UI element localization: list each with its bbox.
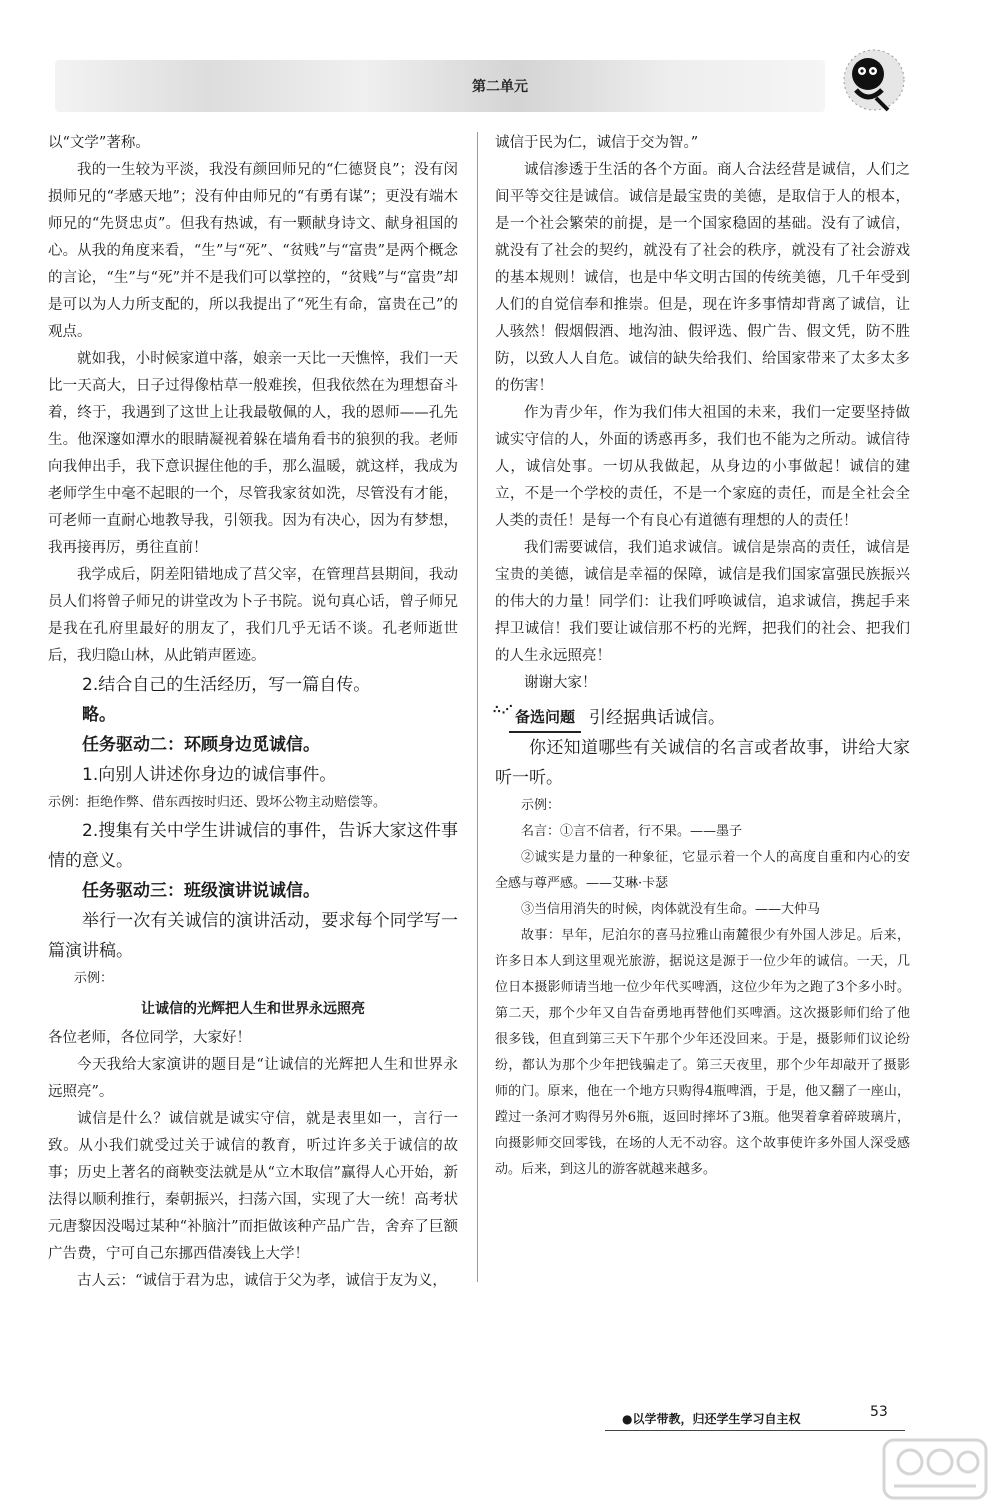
footer-rule [605, 1430, 905, 1431]
speech-paragraph: 今天我给大家演讲的题目是“让诚信的光辉把人生和世界永远照亮”。 [48, 1057, 458, 1100]
dots-decoration-icon: ∴⋰ [493, 702, 514, 716]
paragraph: 我的一生较为平淡，我没有颜回师兄的“仁德贤良”；没有闵损师兄的“孝感天地”；没有仲由师兄的“有勇有谋”；更没有端木师兄的“先贤忠贞”。但我有热诚，有一颗献身诗文、献身祖国的心。从我的角度来看，“生”与“死”、“贫贱”与“富贵”是两个概念的言论，“生”与“死”并不是我们可以掌控的，“贫贱”与“富贵”却是可以为人力所支配的，所以我提出了“死生有命，富贵在己”的观点。 [48, 162, 458, 340]
speech-paragraph: 诚信渗透于生活的各个方面。商人合法经营是诚信，人们之间平等交往是诚信。诚信是最宝贵的美德，是取信于人的根本，是一个社会繁荣的前提，是一个国家稳固的基础。没有了诚信，就没有了社会的契约，就没有了社会的秩序，就没有了社会游戏的基本规则！诚信，也是中华文明古国的传统美德，几千年受到人们的自觉信奉和推崇。但是，现在许多事情却背离了诚信，让人骇然！假烟假酒、地沟油、假评选、假广告、假文凭，防不胜防，以致人人自危。诚信的缺失给我们、给国家带来了太多太多的伤害！ [495, 162, 910, 394]
footer-slogan: ●以学带教，归还学生学习自主权 [622, 1412, 801, 1426]
task-description: 举行一次有关诚信的演讲活动，要求每个同学写一篇演讲稿。 [48, 911, 458, 961]
speech-greeting: 各位老师，各位同学，大家好！ [48, 1030, 251, 1046]
answer: 示例：拒绝作弊、借东西按时归还、毁坏公物主动赔偿等。 [48, 795, 387, 810]
speech-title: 让诚信的光辉把人生和世界永远照亮 [141, 1001, 365, 1017]
story: 故事：早年，尼泊尔的喜马拉雅山南麓很少有外国人涉足。后来，许多日本人到这里观光旅游，据说这是源于一位少年的诚信。一天，几位日本摄影师请当地一位少年代买啤酒，这位少年为之跑了3个多小时。第二天，那个少年又自告奋勇地再替他们买啤酒。这次摄影师们给了他很多钱，但直到第三天下午那个少年还没回来。于是，摄影师们议论纷纷，都认为那个少年把钱骗走了。第三天夜里，那个少年却敲开了摄影师的门。原来，他在一个地方只购得4瓶啤酒，于是，他又翻了一座山，蹚过一条河才购得另外6瓶，返回时摔坏了3瓶。他哭着拿着碎玻璃片，向摄影师交回零钱，在场的人无不动容。这个故事使许多外国人深受感动。后来，到这儿的游客就越来越多。 [495, 928, 910, 1177]
watermark-logo-icon [880, 1436, 990, 1502]
question: 你还知道哪些有关诚信的名言或者故事，讲给大家听一听。 [495, 738, 910, 788]
unit-title: 第二单元 [472, 79, 528, 95]
left-column [48, 130, 458, 1295]
optional-question-badge [493, 702, 581, 733]
right-column [495, 130, 910, 1183]
speech-closing: 谢谢大家！ [524, 675, 597, 691]
optional-question-title: 引经据典话诚信。 [589, 708, 726, 728]
optional-question-label: 备选问题 [515, 707, 576, 726]
task-heading: 任务驱动二：环顾身边觅诚信。 [82, 735, 320, 755]
speech-paragraph: 古人云：“诚信于君为忠，诚信于父为孝，诚信于友为义， [77, 1273, 447, 1289]
paragraph: 以“文学”著称。 [48, 135, 150, 151]
answer-omitted: 略。 [82, 705, 116, 725]
example-label: 示例： [74, 971, 114, 986]
column-divider [477, 132, 478, 1282]
quote: ③当信用消失的时候，肉体就没有生命。——大仲马 [521, 902, 821, 917]
quote: ②诚实是力量的一种象征，它显示着一个人的高度自重和内心的安全感与尊严感。——艾琳·卡瑟 [495, 850, 910, 891]
mascot-icon [830, 40, 910, 120]
paragraph: 就如我，小时候家道中落，娘亲一天比一天憔悴，我们一天比一天高大，日子过得像枯草一般难挨，但我依然在为理想奋斗着，终于，我遇到了这世上让我最敬佩的人，我的恩师——孔先生。他深邃如潭水的眼睛凝视着躲在墙角看书的狼狈的我。老师向我伸出手，我下意识握住他的手，那么温暖，就这样，我成为老师学生中毫不起眼的一个，尽管我家贫如洗，尽管没有才能，可老师一直耐心地教导我，引领我。因为有决心，因为有梦想，我再接再厉，勇往直前！ [48, 351, 458, 556]
speech-paragraph: 作为青少年，作为我们伟大祖国的未来，我们一定要坚持做诚实守信的人，外面的诱惑再多，我们也不能为之所动。诚信待人，诚信处事。一切从我做起，从身边的小事做起！诚信的建立，不是一个学校的责任，不是一个家庭的责任，而是全社会全人类的责任！是每一个有良心有道德有理想的人的责任！ [495, 405, 910, 529]
question: 2.结合自己的生活经历，写一篇自传。 [82, 675, 371, 695]
question: 1.向别人讲述你身边的诚信事件。 [82, 765, 337, 785]
speech-paragraph: 诚信于民为仁，诚信于交为智。” [495, 135, 699, 151]
speech-paragraph: 诚信是什么？诚信就是诚实守信，就是表里如一，言行一致。从小我们就受过关于诚信的教育，听过许多关于诚信的故事；历史上著名的商鞅变法就是从“立木取信”赢得人心开始，新法得以顺利推行，秦朝振兴，扫荡六国，实现了大一统！高考状元唐黎因没喝过某种“补脑汁”而拒做该种产品广告，舍弃了巨额广告费，宁可自己东挪西借凑钱上大学！ [48, 1111, 458, 1262]
quote: 名言：①言不信者，行不果。——墨子 [521, 824, 743, 839]
task-heading: 任务驱动三：班级演讲说诚信。 [82, 881, 320, 901]
paragraph: 我学成后，阴差阳错地成了莒父宰，在管理莒县期间，我动员人们将曾子师兄的讲堂改为卜子书院。说句真心话，曾子师兄是我在孔府里最好的朋友了，我们几乎无话不谈。孔老师逝世后，我归隐山林，从此销声匿迹。 [48, 567, 458, 664]
page-number: 53 [870, 1404, 888, 1420]
speech-paragraph: 我们需要诚信，我们追求诚信。诚信是崇高的责任，诚信是宝贵的美德，诚信是幸福的保障，诚信是我们国家富强民族振兴的伟大的力量！同学们：让我们呼唤诚信，追求诚信，携起手来捍卫诚信！我们要让诚信那不朽的光辉，把我们的社会、把我们的人生永远照亮！ [495, 540, 910, 664]
example-label: 示例： [521, 798, 561, 813]
question: 2.搜集有关中学生讲诚信的事件，告诉大家这件事情的意义。 [48, 821, 458, 871]
optional-question-header [495, 703, 910, 733]
